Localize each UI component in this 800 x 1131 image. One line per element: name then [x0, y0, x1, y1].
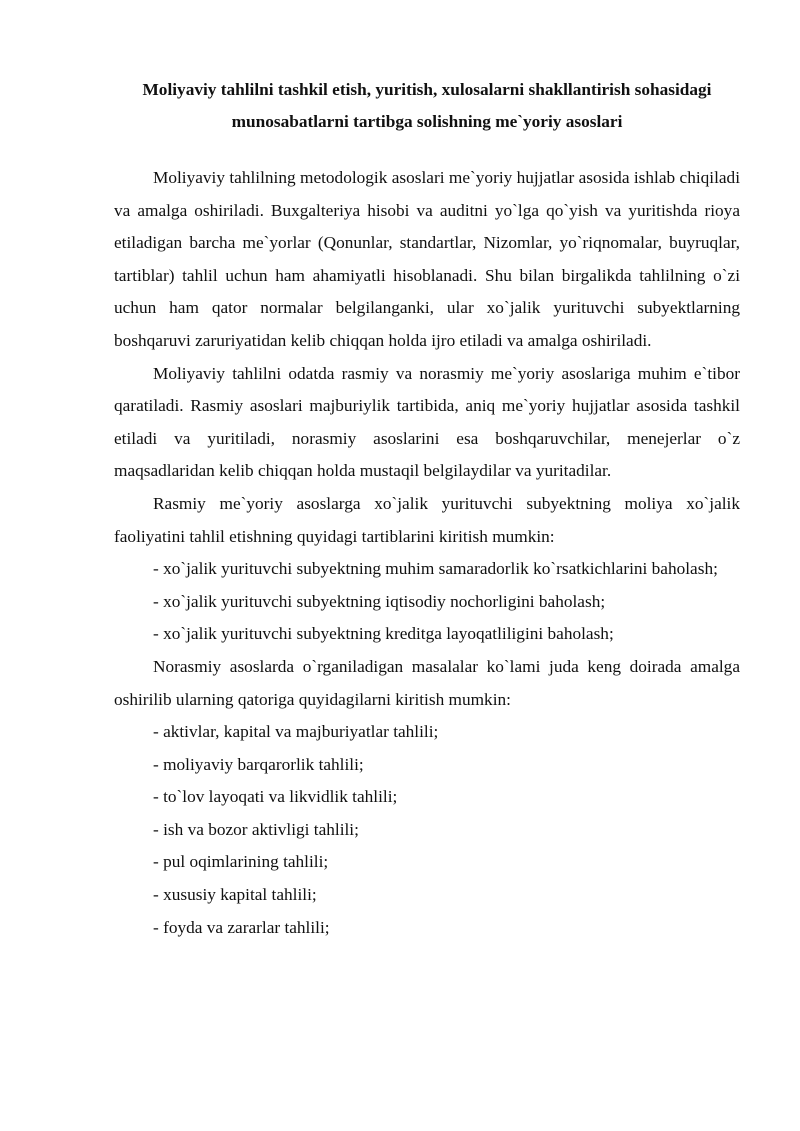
paragraph-informal-intro: Norasmiy asoslarda o`rganiladigan masalalar ko`lami juda keng doirada amalga oshirilib ularning qatoriga quyidagilarni kiritish mumkin: [114, 656, 740, 709]
list-item-official: - xo`jalik yurituvchi subyektning iqtisodiy nochorligini baholash; [153, 591, 606, 611]
document-title [114, 74, 740, 138]
list-item-official: - xo`jalik yurituvchi subyektning muhim samaradorlik ko`rsatkichlarini baholash; [153, 559, 718, 579]
list-item-informal: - to`lov layoqati va likvidlik tahlili; [153, 787, 398, 807]
list-item-informal: - aktivlar, kapital va majburiyatlar tahlili; [153, 722, 439, 742]
list-item-informal: - foyda va zararlar tahlili; [153, 917, 330, 937]
title-line-2: munosabatlarni tartibga solishning me`yoriy asoslari [231, 112, 623, 131]
list-item-informal: - moliyaviy barqarorlik tahlili; [153, 754, 364, 774]
list-item-official: - xo`jalik yurituvchi subyektning kreditga layoqatliligini baholash; [153, 624, 614, 644]
title-line-1: Moliyaviy tahlilni tashkil etish, yuritish, xulosalarni shakllantirish sohasidagi [142, 80, 712, 99]
paragraph-official-intro: Rasmiy me`yoriy asoslarga xo`jalik yurituvchi subyektning moliya xo`jalik faoliyatini tahlil etishning quyidagi tartiblarini kiritish mumkin: [114, 493, 740, 546]
paragraph-official-informal: Moliyaviy tahlilni odatda rasmiy va norasmiy me`yoriy asoslariga muhim e`tibor qaratiladi. Rasmiy asoslari majburiylik tartibida, aniq me`yoriy hujjatlar asosida tashkil etiladi va yuritiladi, norasmiy asoslarini esa boshqaruvchilar, menejerlar o`z maqsadlaridan kelib chiqqan holda mustaqil belgilaydilar va yuritadilar. [114, 363, 740, 481]
list-item-informal: - pul oqimlarining tahlili; [153, 852, 329, 872]
paragraph-methodology: Moliyaviy tahlilning metodologik asoslari me`yoriy hujjatlar asosida ishlab chiqiladi va amalga oshiriladi. Buxgalteriya hisobi va auditni yo`lga qo`yish va yuritishda rioya etiladigan barcha me`yorlar (Qonunlar, standartlar, Nizomlar, yo`riqnomalar, buyruqlar, tartiblar) tahlil uchun ham ahamiyatli hisoblanadi. Shu bilan birgalikda tahlilning o`zi uchun ham qator normalar belgilanganki, ular xo`jalik yurituvchi subyektlarning boshqaruvi zaruriyatidan kelib chiqqan holda ijro etiladi va amalga oshiriladi. [114, 168, 740, 350]
list-item-informal: - ish va bozor aktivligi tahlili; [153, 819, 359, 839]
list-item-informal: - xususiy kapital tahlili; [153, 885, 317, 905]
document-page [114, 74, 740, 944]
